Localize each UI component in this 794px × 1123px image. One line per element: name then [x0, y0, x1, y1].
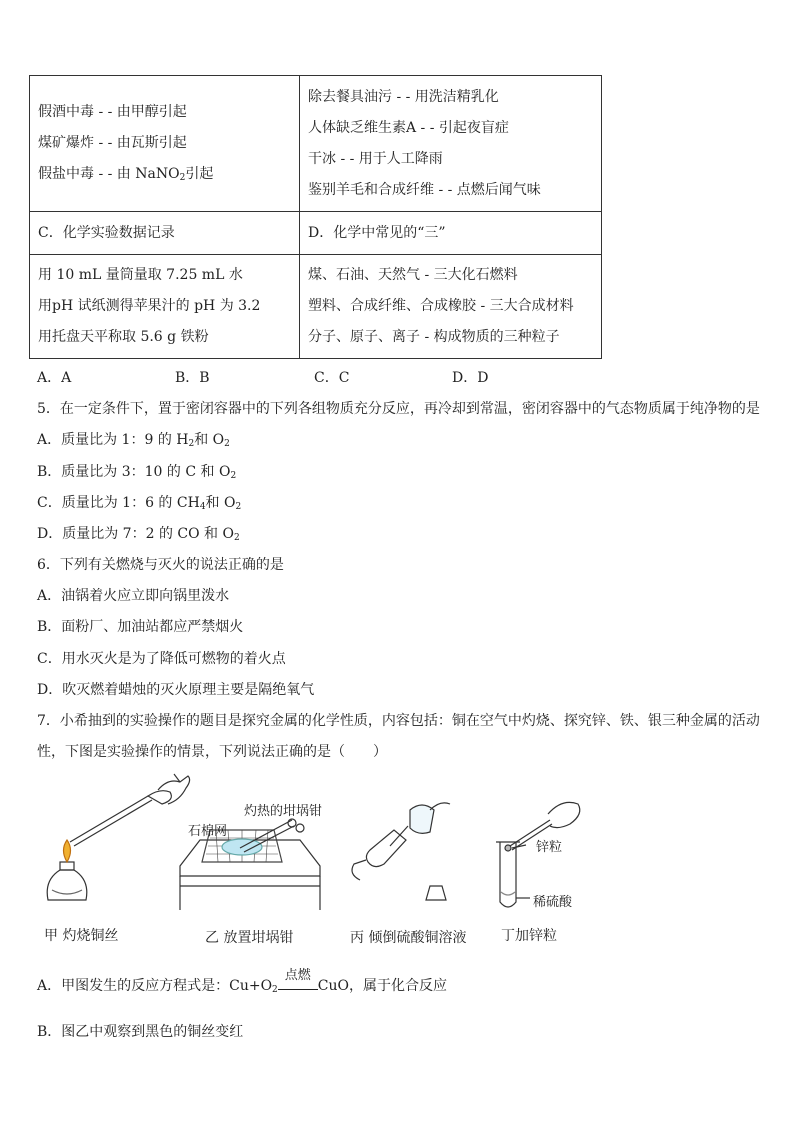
q5-option-b[interactable]: B．质量比为 3：10 的 C 和 $O_2$ — [37, 464, 237, 481]
caption-yi: 乙 放置坩埚钳 — [205, 930, 294, 946]
table-cell-c — [30, 255, 300, 359]
table-line: 干冰 - - 用于人工降雨 — [308, 150, 443, 167]
table-line: 用 10 mL 量筒量取 7.25 mL 水 — [38, 267, 243, 283]
alcohol-lamp-icon — [47, 840, 87, 900]
label-dilute-sulfuric-acid: 稀硫酸 — [533, 895, 573, 910]
crucible-tongs-icon — [70, 791, 171, 846]
table-line: 鉴别羊毛和合成纤维 - - 点燃后闻气味 — [308, 181, 541, 198]
caption-bing: 丙 倾倒硫酸铜溶液 — [350, 930, 467, 946]
pouring-hand-icon — [390, 803, 450, 846]
label-hot-tongs: 灼热的坩埚钳 — [244, 804, 323, 819]
q6-stem: 6．下列有关燃烧与灭火的说法正确的是 — [37, 557, 284, 573]
label-zinc: 锌粒 — [536, 840, 563, 855]
q6-option-d[interactable]: D．吹灭燃着蜡烛的灭火原理主要是隔绝氧气 — [37, 682, 315, 698]
test-tube-upright-icon — [496, 842, 520, 907]
table-header-d: D．化学中常见的“三” — [300, 212, 602, 255]
table-line: 煤矿爆炸 - - 由瓦斯引起 — [38, 135, 187, 151]
q4-option-b[interactable]: B．B — [175, 370, 210, 386]
q7-option-b[interactable]: B．图乙中观察到黑色的铜丝变红 — [37, 1024, 244, 1040]
q5-option-d[interactable]: D．质量比为 7：2 的 CO 和 $O_2$ — [37, 526, 240, 543]
table-line: 假盐中毒 - - 由 NaNO$_2$引起 — [38, 166, 214, 183]
q5-stem: 5．在一定条件下，置于密闭容器中的下列各组物质充分反应，再冷却到常温，密闭容器中的气态物质属于纯净物的是 — [37, 401, 760, 417]
caption-ding: 丁加锌粒 — [501, 928, 557, 944]
reaction-condition: 点燃 — [278, 981, 318, 990]
table-header-c: C．化学实验数据记录 — [30, 212, 300, 255]
caption-jia: 甲 灼烧铜丝 — [44, 928, 119, 944]
table-row — [30, 255, 602, 359]
q7-stem-line1: 7．小希抽到的实验操作的题目是探究金属的化学性质，内容包括：铜在空气中灼烧、探究锌、铁、银三种金属的活动 — [37, 713, 760, 729]
table-line: 假酒中毒 - - 由甲醇引起 — [38, 104, 187, 120]
table-cell-b — [300, 76, 602, 212]
q6-option-b[interactable]: B．面粉厂、加油站都应严禁烟火 — [37, 619, 244, 635]
table-row — [30, 212, 602, 255]
q7-option-a[interactable]: A．甲图发生的反应方程式是：$Cu+O_2$ 点燃 CuO，属于化合反应 — [37, 968, 447, 995]
q4-option-d[interactable]: D．D — [452, 370, 489, 386]
table-row — [30, 76, 602, 212]
q5-option-c[interactable]: C．质量比为 1：6 的 $CH_4$和 $O_2$ — [37, 495, 242, 512]
q5-option-a[interactable]: A．质量比为 1：9 的 $H_2$和 $O_2$ — [37, 432, 230, 449]
table-cell-a — [30, 76, 300, 212]
table-line: 煤、石油、天然气 - 三大化石燃料 — [308, 267, 518, 283]
q6-option-c[interactable]: C．用水灭火是为了降低可燃物的着火点 — [37, 651, 286, 667]
label-asbestos-gauze: 石棉网 — [188, 824, 228, 839]
table-line: 塑料、合成纤维、合成橡胶 - 三大合成材料 — [308, 298, 574, 314]
table-cell-d — [300, 255, 602, 359]
experiment-figure — [30, 770, 590, 950]
stopper-icon — [426, 886, 446, 900]
table-line: 用pH 试纸测得苹果汁的 pH 为 3.2 — [38, 298, 261, 314]
q4-option-c[interactable]: C．C — [314, 370, 350, 386]
table-line: 用托盘天平称取 5.6 g 铁粉 — [38, 329, 209, 345]
table-line: 除去餐具油污 - - 用洗洁精乳化 — [308, 88, 499, 105]
q4-option-a[interactable]: A．A — [37, 370, 72, 386]
comparison-table — [29, 75, 602, 359]
q6-option-a[interactable]: A．油锅着火应立即向锅里泼水 — [37, 588, 230, 604]
table-line: 人体缺乏维生素A - - 引起夜盲症 — [308, 119, 509, 136]
table-line: 分子、原子、离子 - 构成物质的三种粒子 — [308, 329, 560, 345]
q7-stem-line2: 性，下图是实验操作的情景，下列说法正确的是（ ） — [37, 744, 387, 760]
experiment-illustration — [30, 770, 590, 950]
hand-icon — [158, 774, 190, 804]
